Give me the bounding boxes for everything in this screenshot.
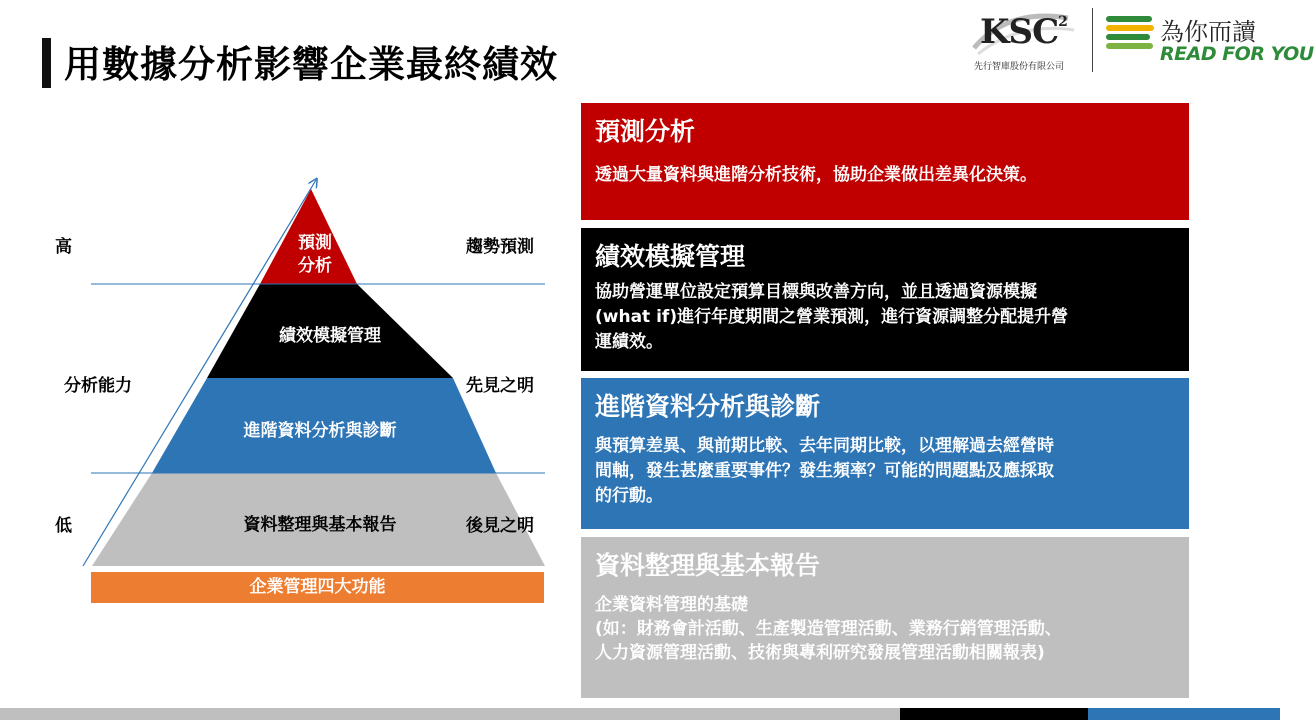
footer-strip-blue [1088,708,1280,720]
pyramid-label-advanced-analysis: 進階資料分析與診斷 [243,421,397,441]
label-high: 高 [55,237,72,257]
ksc-company-name: 先行智庫股份有限公司 [974,62,1065,72]
card-basic-report [581,537,1189,698]
footer-strip-black [900,708,1088,720]
card-body: 協助營運單位設定預算目標與改善方向，並且透過資源模擬 (what if)進行年度期間之營業預測，進行資源調整分配提升營 運績效。 [595,282,1069,352]
card-advanced-analysis [581,378,1189,529]
card-heading: 進階資料分析與診斷 [595,392,821,421]
card-heading: 資料整理與基本報告 [595,551,821,580]
pyramid-label-simulation: 績效模擬管理 [279,326,381,346]
label-analysis-ability: 分析能力 [64,376,132,396]
rfy-chinese-text: 為你而讀 [1160,18,1256,46]
page-title: 用數據分析影響企業最終績效 [64,43,558,86]
label-hindsight: 後見之明 [466,516,534,536]
label-foresight: 先見之明 [466,376,534,396]
card-body: 與預算差異、與前期比較、去年同期比較，以理解過去經營時 間軸，發生甚麼重要事件？發生頻率？可能的問題點及應採取 的行動。 [595,436,1054,506]
card-body: 透過大量資料與進階分析技術，協助企業做出差異化決策。 [595,165,1037,185]
ksc-logo-text: KSC$^2$ [980,12,1067,52]
footer-strip-gray [0,708,900,720]
pyramid-label-basic-report: 資料整理與基本報告 [243,515,397,535]
card-performance-simulation [581,228,1189,371]
card-predictive-analysis [581,103,1189,220]
card-heading: 預測分析 [595,117,696,146]
rfy-english-text: READ FOR YOU [1160,43,1314,65]
pyramid-base-label: 企業管理四大功能 [91,572,544,603]
card-heading: 績效模擬管理 [595,242,746,271]
card-body: 企業資料管理的基礎 (如：財務會計活動、生產製造管理活動、業務行銷管理活動、 人力資源管理活動、技術與專利研究發展管理活動相關報表) [595,595,1062,663]
label-trend-forecast: 趨勢預測 [466,237,534,257]
label-low: 低 [55,516,72,536]
pyramid-label-predictive: 預測 分析 [298,233,332,276]
